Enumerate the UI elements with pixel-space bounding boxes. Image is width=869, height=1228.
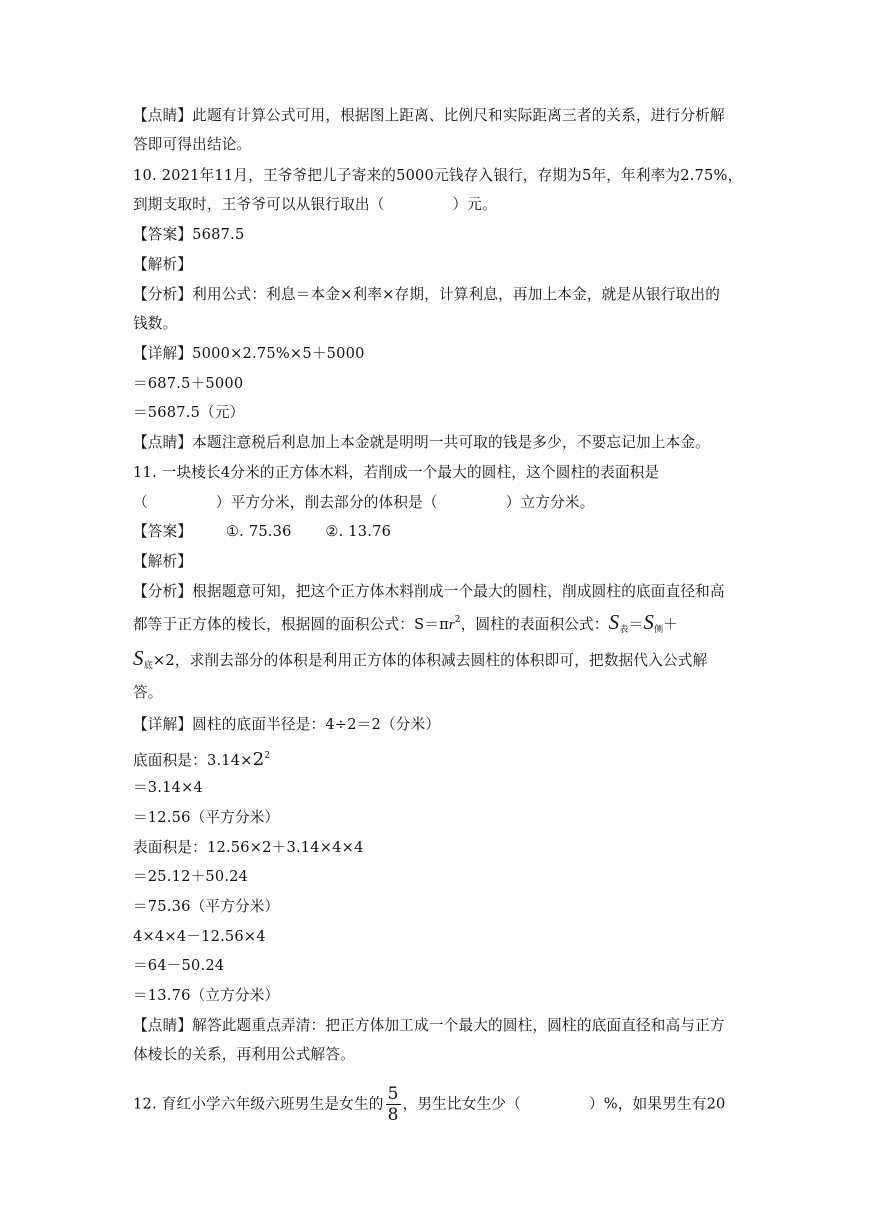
answer-item-2: ②. 13.76 [325,523,392,540]
question-10-line: 10. 2021年11月，王爷爷把儿子寄来的5000元钱存入银行，存期为5年，年利率为2.75%， [133,167,743,184]
answer-line: 【答案】 ①. 75.36 ②. 13.76 [133,523,392,540]
detail-line: 【详解】5000×2.75%×5＋5000 [133,345,365,362]
detail-line: ＝75.36（平方分米） [133,898,280,915]
analysis-line: 钱数。 [133,315,178,332]
section-heading: 【解析】 [133,256,193,273]
surface-symbol: S [608,610,620,634]
lateral-symbol: S [643,610,655,634]
detail-line: 【详解】圆柱的底面半径是：4÷2＝2（分米） [133,716,441,733]
analysis-line: 答。 [133,684,163,701]
question-11-line: 11. 一块棱长4分米的正方体木料，若削成一个最大的圆柱，这个圆柱的表面积是 [133,464,660,481]
text-line: 【点睛】此题有计算公式可用，根据图上距离、比例尺和实际距离三者的关系，进行分析解 [133,107,725,124]
comment-line: 【点睛】解答此题重点弄清：把正方体加工成一个最大的圆柱，圆柱的底面直径和高与正方 [133,1017,725,1034]
detail-line: 底面积是：$3.14\times 2^2$ [133,749,271,770]
formula-line: $S_底\times 2$，求削去部分的体积是利用正方体的体积减去圆柱的体积即可，把数据代入公式解 [133,646,708,671]
detail-line: ＝3.14×4 [133,779,204,796]
answer-line: 【答案】5687.5 [133,226,245,243]
section-heading: 【解析】 [133,553,193,570]
comment-line: 【点睛】本题注意税后利息加上本金就是明明一共可取的钱是多少，不要忘记加上本金。 [133,434,710,451]
radius-symbol: r [448,617,455,633]
detail-line: ＝13.76（立方分米） [133,987,280,1004]
detail-line: ＝64－50.24 [133,957,225,974]
fraction: $\frac{5}{8}$ [387,1084,399,1125]
question-10-line: 到期支取时，王爷爷可以从银行取出（ ）元。 [133,196,497,213]
base-symbol: S [133,646,144,670]
detail-line: 表面积是：12.56×2＋3.14×4×4 [133,839,364,856]
detail-line: 4×4×4－12.56×4 [133,928,266,945]
answer-item-1: ①. 75.36 [225,523,292,540]
text-line: 答即可得出结论。 [133,136,252,153]
detail-line: ＝25.12＋50.24 [133,868,249,885]
question-11-line: （ ）平方分米，削去部分的体积是（ ）立方分米。 [133,494,595,511]
analysis-line: 【分析】根据题意可知，把这个正方体木料削成一个最大的圆柱，削成圆柱的底面直径和高 [133,583,725,600]
detail-line: ＝12.56（平方分米） [133,809,280,826]
comment-line: 体棱长的关系，再利用公式解答。 [133,1046,355,1063]
question-12-line: 12. 育红小学六年级六班男生是女生的 $\frac{5}{8}$ ，男生比女生少（ ）%，如果男生有20 [133,1084,726,1125]
analysis-line: 【分析】利用公式：利息＝本金×利率×存期，计算利息，再加上本金，就是从银行取出的 [133,286,721,303]
formula-line: 都等于正方体的棱长，根据圆的面积公式：$S=\pi r^2$，圆柱的表面积公式：$S_表=S_侧+$ [133,610,679,635]
detail-line: ＝687.5＋5000 [133,375,244,392]
detail-line: ＝5687.5（元） [133,404,245,421]
